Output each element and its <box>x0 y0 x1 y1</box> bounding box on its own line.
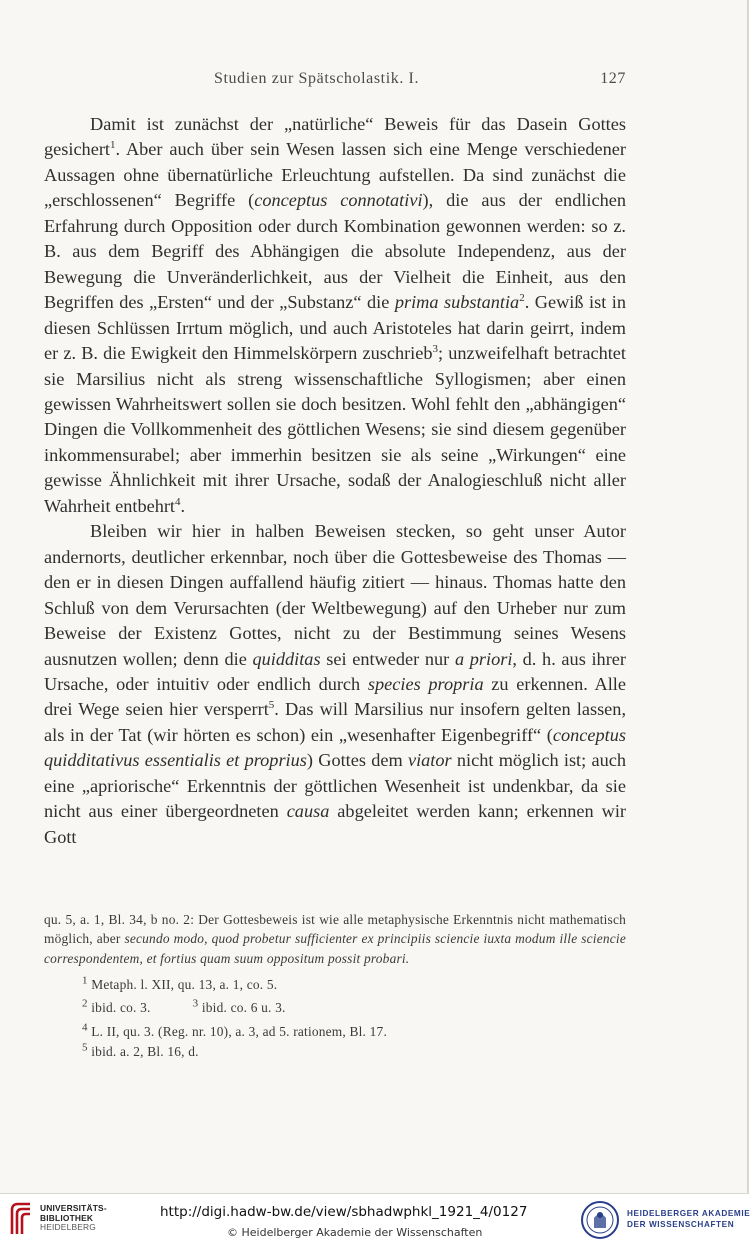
footnote-2-3 <box>44 998 626 1017</box>
text-run: zu erkennen. Alle drei Wege seien hier versperrt <box>44 673 626 720</box>
footnote-marker: 3 <box>192 997 199 1010</box>
text-run: Damit ist zunächst der „natürliche“ Beweis für das Dasein Gottes gesichert <box>44 114 626 160</box>
italic-term: viator <box>407 750 452 771</box>
footnote-text: L. II, qu. 3. (Reg. nr. 10), a. 3, ad 5. rationem, Bl. 17. <box>91 1024 387 1040</box>
footnote-text: Metaph. l. XII, qu. 13, a. 1, co. 5. <box>91 976 278 992</box>
text-run: ), die aus der endlichen Erfahrung durch Opposition oder durch Kombination gewonnen werden: so z. B. aus dem Begriff des Abhängigen die absolute Independenz, aus der Bewegung die Unveränderlichkeit, aus der Vielheit die Einheit, aus den Begriffen des „Ersten“ und der „Substanz“ die <box>44 190 626 313</box>
footnote-reference: 3 <box>432 342 439 355</box>
copyright-notice: © Heidelberger Akademie der Wissenschaften <box>227 1226 483 1239</box>
text-run: nicht möglich ist; auch eine „apriorische“ Erkenntnis der göttlichen Wesenheit ist undenkbar, da sie nicht aus einer übergeordneten <box>44 750 626 822</box>
body-text <box>44 112 626 850</box>
footnote-text: ibid. a. 2, Bl. 16, d. <box>91 1043 199 1059</box>
footnote-reference: 4 <box>175 495 181 508</box>
italic-term: prima substantia <box>394 292 520 313</box>
text-run: Bleiben wir hier in halben Beweisen stecken, so geht unser Autor andernorts, deutlicher erkennbar, noch über die Gottesbeweise des Thomas — den er in diesen Dingen auffallend häufig zitiert — hinaus. Thomas hatte den Schluß von dem Verursachten (der Weltbewegung) auf den Urheber nur zum Beweise der Existenz Gottes, nicht zu der Bestimmung seines Wesens ausnutzen wollen; denn die <box>44 521 626 669</box>
text-run: ; unzweifelhaft betrachtet sie Marsilius nicht als streng wissenschaftliche Syllogismen; aber einen gewissen Wahrheitswert sollen sie doch besitzen. Wohl fehlt den „abhängigen“ Dingen die Vollkommenheit des göttlichen Wesens; sie sind diesem gegenüber inkommensurabel; aber immerhin besitzen sie als seine „Wirkungen“ eine gewisse Ähnlichkeit mit ihrer Ursache, sodaß der Analogieschluß nicht aller Wahrheit entbehrt <box>44 343 626 516</box>
footnote-marker: 2 <box>82 997 88 1010</box>
italic-term: conceptus connotativi <box>254 190 423 211</box>
text-run: , d. h. aus ihrer Ursache, oder intuitiv oder endlich durch <box>44 648 626 694</box>
academy-seal-icon[interactable] <box>580 1200 620 1240</box>
paragraph-2 <box>44 519 626 850</box>
university-library-logo-icon[interactable] <box>8 1200 34 1236</box>
viewer-footer <box>0 1194 751 1247</box>
footnote-text: ibid. co. 3. <box>91 1000 151 1016</box>
running-title: Studien zur Spätscholastik. I. <box>214 70 420 87</box>
italic-term: a priori <box>454 648 513 669</box>
text-run: ) Gottes dem <box>306 750 408 771</box>
footnote-marker: 1 <box>82 974 88 987</box>
footnote-reference: 5 <box>268 699 275 712</box>
footnote-reference: 2 <box>519 292 525 305</box>
italic-term: secundo modo, quod probetur sufficienter ex principiis sciencie iuxta modum ille sciencie correspondentem, et fortius quam suum oppositum possit probari. <box>44 931 626 966</box>
footnote-text: ibid. co. 6 u. 3. <box>201 1000 286 1016</box>
academy-name[interactable]: HEIDELBERGER AKADEMIE DER WISSENSCHAFTEN <box>627 1209 751 1229</box>
permalink-url[interactable]: http://digi.hadw-bw.de/view/sbhadwphkl_1921_4/0127 <box>160 1204 528 1220</box>
footnote-marker: 4 <box>82 1022 88 1035</box>
page-number: 127 <box>600 70 626 87</box>
text-run: . Gewiß ist in diesen Schlüssen Irrtum möglich, und auch Aristoteles hat darin geirrt, indem er z. B. die Ewigkeit den Himmelskörpern zuschrieb <box>44 292 626 364</box>
paragraph-1 <box>44 112 626 519</box>
footnote-reference: 1 <box>109 139 116 152</box>
footnote-continuation <box>44 910 626 968</box>
text-run: sei entweder nur <box>320 648 455 669</box>
footnote-5 <box>44 1042 626 1061</box>
text-run: . <box>180 495 186 516</box>
text-run: . Das will Marsilius nur insofern gelten lassen, als in der Tat (wir hörten es schon) ein „wesenhafter Eigenbegriff“ ( <box>44 699 627 745</box>
running-head <box>44 70 626 92</box>
italic-term: conceptus quidditativus essentialis et proprius <box>44 724 626 771</box>
text-run: abgeleitet werden kann; erkennen wir Gott <box>44 801 626 847</box>
footnote-1 <box>44 975 626 994</box>
footnotes <box>44 910 626 1061</box>
text-run: qu. 5, a. 1, Bl. 34, b no. 2: Der Gottesbeweis ist wie alle metaphysische Erkenntnis nicht mathematisch möglich, aber <box>44 912 626 947</box>
italic-term: quidditas <box>252 648 321 669</box>
university-library-name[interactable]: UNIVERSITÄTS- BIBLIOTHEK HEIDELBERG <box>40 1203 107 1232</box>
italic-term: causa <box>286 801 330 822</box>
footnote-marker: 5 <box>82 1041 88 1054</box>
footnote-4 <box>44 1022 626 1041</box>
italic-term: species propria <box>367 673 484 694</box>
text-run: . Aber auch über sein Wesen lassen sich eine Menge verschiedener Aussagen ohne übernatürliche Erleuchtung aufstellen. Da sind zunächst die „erschlossenen“ Begriffe ( <box>44 139 626 211</box>
